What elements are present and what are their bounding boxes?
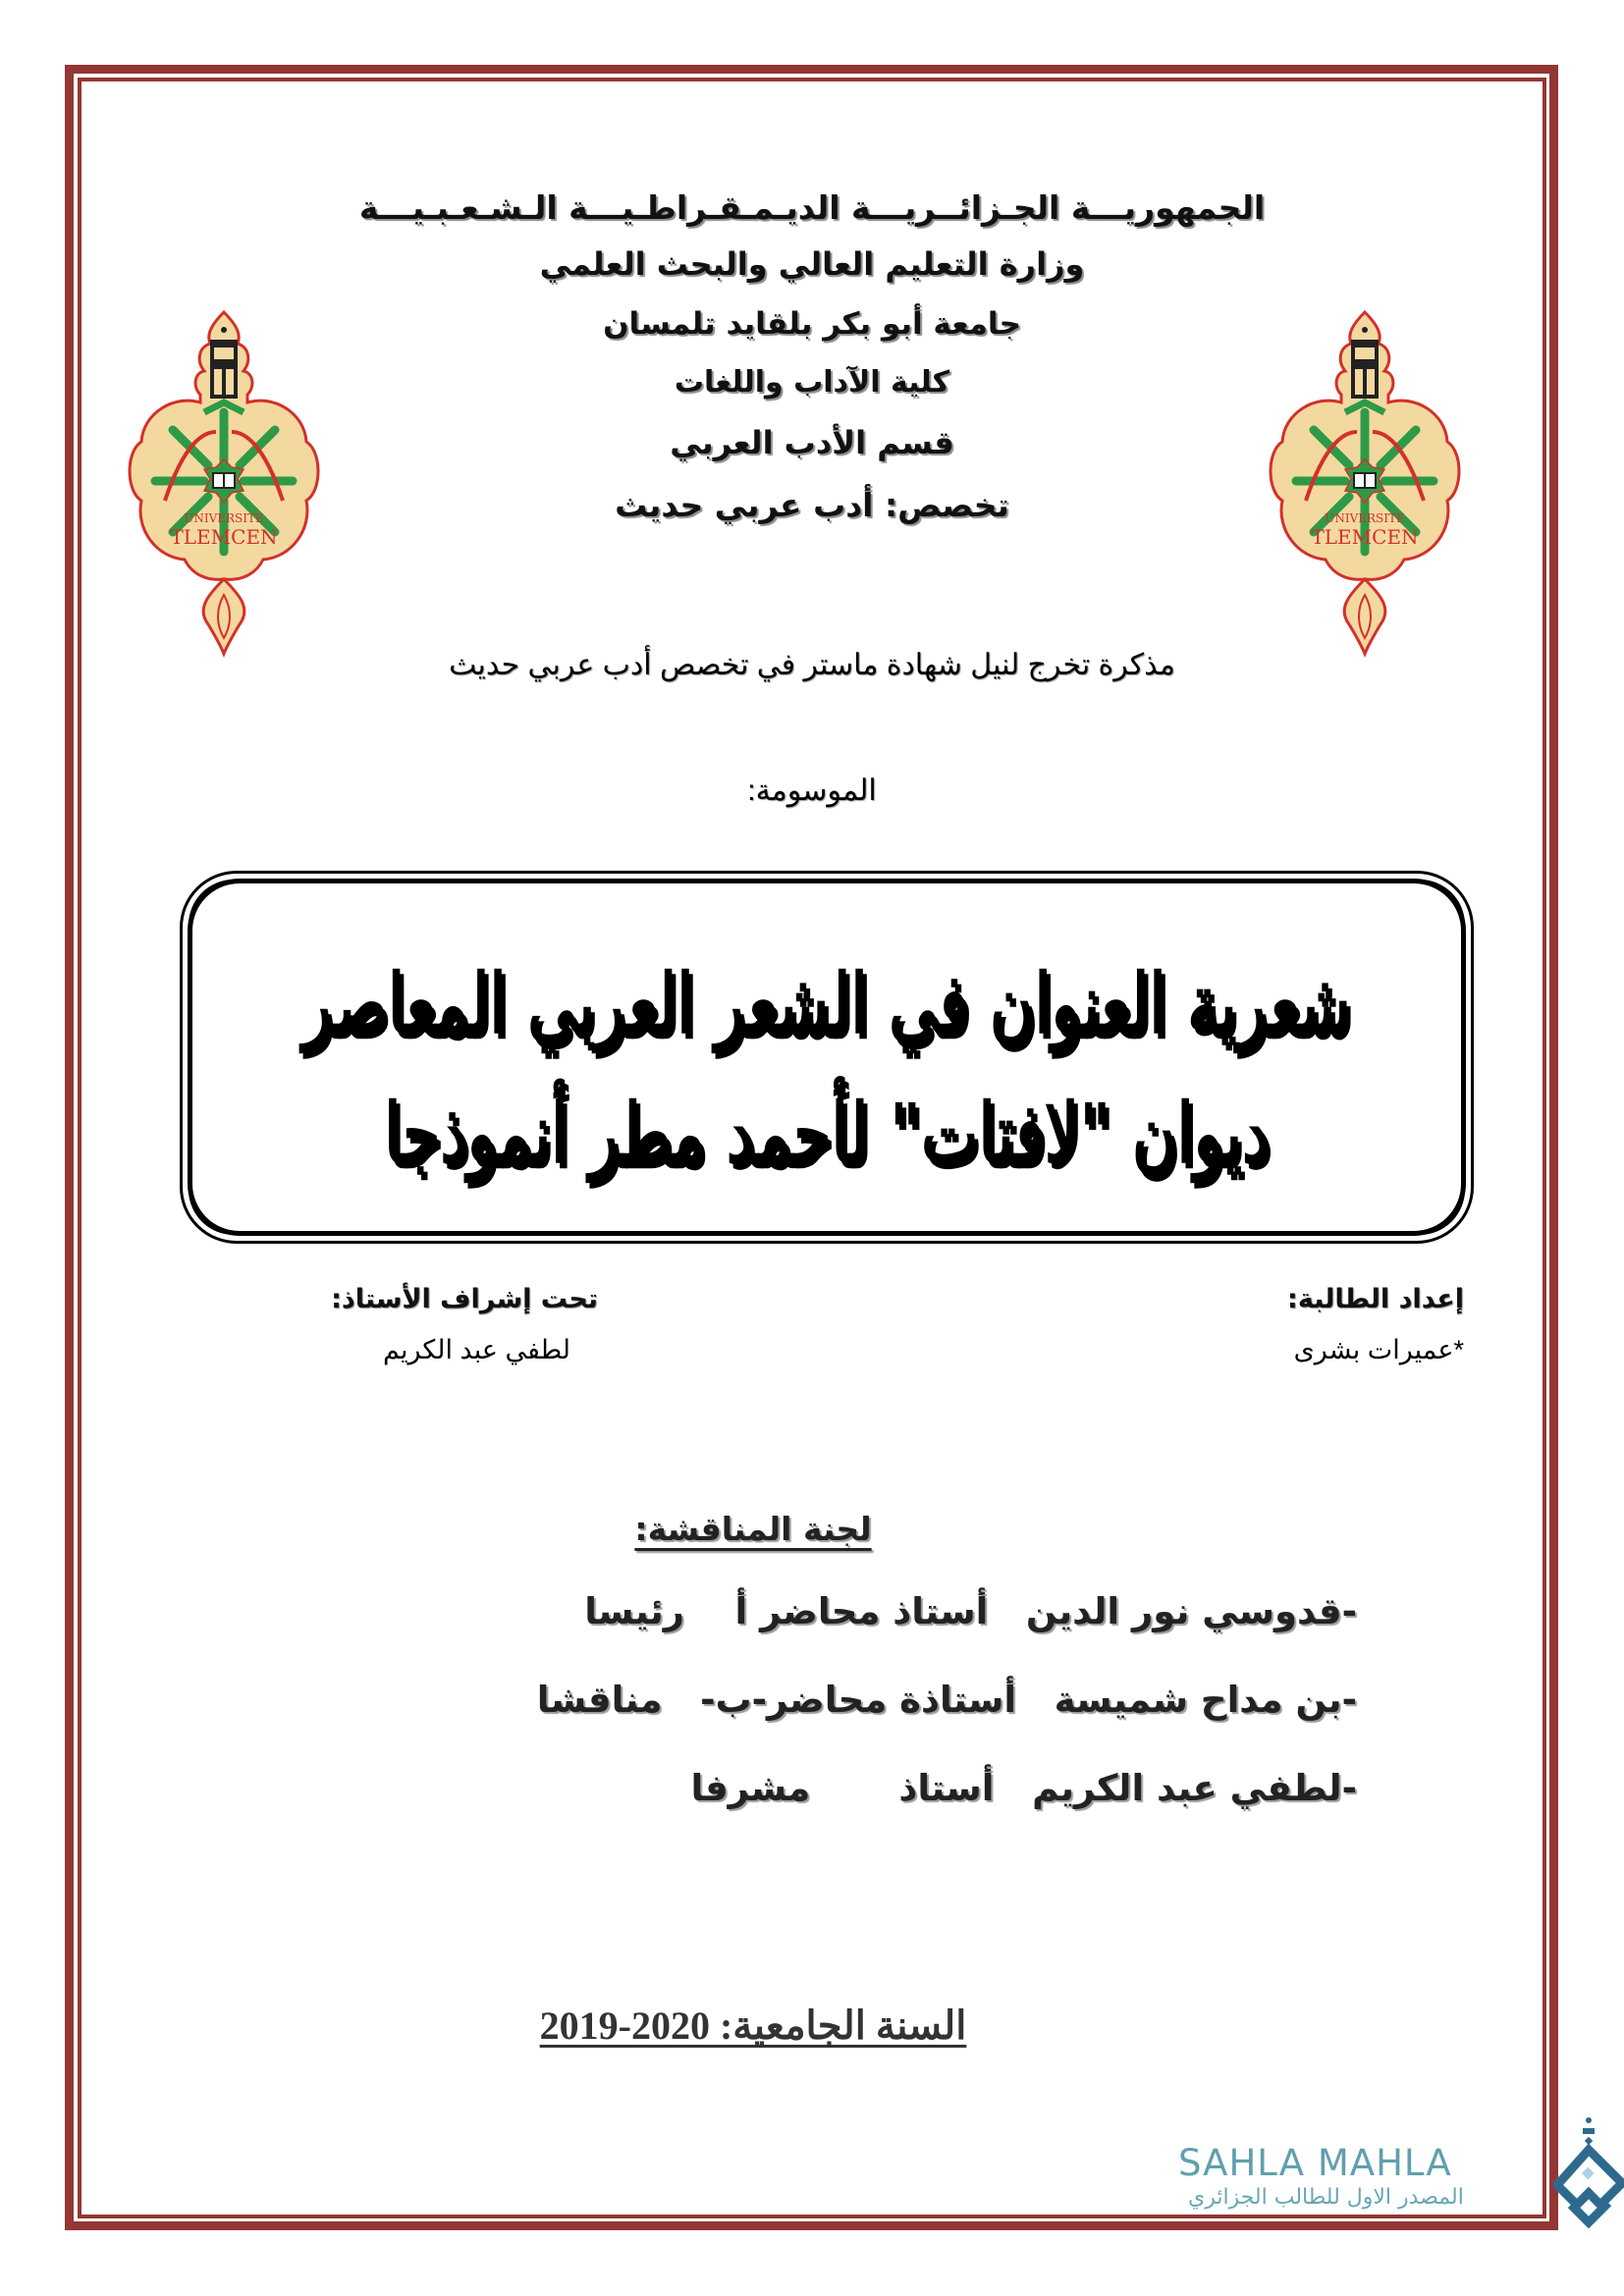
student-name: *عميرات بشرى bbox=[1293, 1335, 1464, 1364]
committee-member-president: -قدوسي نور الدين أستاذ محاضر أ رئيسا bbox=[584, 1590, 1357, 1632]
faculty-heading: كلية الآداب واللغات bbox=[674, 365, 950, 400]
svg-text:UNIVERSITE: UNIVERSITE bbox=[184, 511, 264, 525]
university-logo-left bbox=[126, 304, 322, 658]
academic-year-label: السنة الجامعية: bbox=[719, 2003, 967, 2048]
university-crest-icon bbox=[130, 312, 318, 654]
specialty-heading: تخصص: أدب عربي حديث bbox=[615, 486, 1009, 524]
memo-description: مذكرة تخرج لنيل شهادة ماستر في تخصص أدب عربي حديث bbox=[449, 649, 1175, 681]
thesis-title-box bbox=[180, 871, 1474, 1244]
republic-heading: الجمهوريـــة الجـزائــريـــة الديـمـقـراطـيـــة الـشـعـبـيـــة bbox=[358, 188, 1266, 227]
named-label: الموسومة: bbox=[747, 774, 877, 807]
svg-text:TLEMCEN: TLEMCEN bbox=[170, 525, 278, 549]
student-label: إعداد الطالبة: bbox=[1287, 1284, 1464, 1314]
watermark-title: SAHLA MAHLA bbox=[1178, 2142, 1452, 2184]
supervisor-name: لطفي عبد الكريم bbox=[383, 1335, 570, 1364]
committee-title bbox=[0, 1510, 1565, 1548]
svg-text:TLEMCEN: TLEMCEN bbox=[1311, 525, 1419, 549]
supervisor-label: تحت إشراف الأستاذ: bbox=[331, 1284, 598, 1314]
sahla-mahla-logo-icon bbox=[1553, 2110, 1624, 2228]
ministry-heading: وزارة التعليم العالي والبحث العلمي bbox=[539, 245, 1085, 283]
thesis-title-line-1: شعرية العنوان في الشعر العربي المعاصر bbox=[302, 955, 1351, 1052]
sahla-mahla-watermark bbox=[1168, 2142, 1561, 2220]
committee-member-supervisor: -لطفي عبد الكريم أستاذ مشرفا bbox=[690, 1767, 1357, 1809]
watermark-subtitle: المصدر الاول للطالب الجزائري bbox=[1188, 2185, 1464, 2210]
department-heading: قسم الأدب العربي bbox=[670, 424, 954, 461]
academic-year bbox=[0, 2002, 1565, 2049]
academic-year-line bbox=[540, 2003, 967, 2048]
committee-title-text: لجنة المناقشة: bbox=[634, 1510, 872, 1548]
svg-text:UNIVERSITE: UNIVERSITE bbox=[1325, 511, 1405, 525]
university-logo-right bbox=[1267, 304, 1463, 658]
committee-member-examiner: -بن مداح شميسة أستاذة محاضر-ب- مناقشا bbox=[536, 1679, 1357, 1721]
university-heading: جامعة أبو بكر بلقايد تلمسان bbox=[603, 306, 1021, 342]
academic-year-value: 2019-2020 bbox=[539, 2003, 710, 2048]
university-crest-icon bbox=[1271, 312, 1459, 654]
thesis-title-line-2: ديوان "لافتات" لأحمد مطر أنموذجا bbox=[384, 1085, 1270, 1182]
